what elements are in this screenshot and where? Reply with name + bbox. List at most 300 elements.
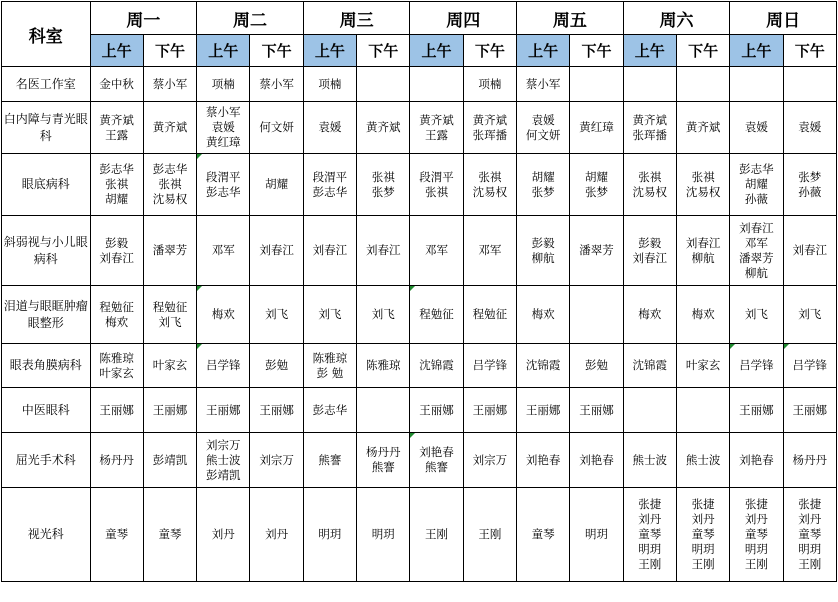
schedule-cell (303, 433, 356, 488)
doctor-name: 张祺 (371, 169, 395, 184)
doctor-name: 潘翠芳 (152, 243, 188, 257)
doctor-name: 刘艳春 (525, 452, 561, 467)
half-day-header-row (2, 35, 837, 67)
doctor-name: 刘飞 (744, 307, 768, 321)
doctor-name: 刘丹 (211, 527, 235, 541)
day-header-mon: 周一 (90, 2, 197, 35)
doctor-name: 刘艳春 (579, 452, 614, 467)
schedule-cell (357, 286, 410, 344)
day-header-thu: 周四 (410, 2, 517, 35)
doctor-name: 袁媛 (744, 120, 768, 134)
doctor-name: 刘飞 (371, 307, 395, 321)
doctor-name: 熊謇 (371, 460, 395, 474)
doctor-name: 胡耀 (265, 177, 289, 191)
doctor-name: 陈雅琼 (99, 350, 134, 365)
doctor-name: 段渭平 (419, 169, 454, 184)
schedule-row (2, 102, 837, 154)
schedule-row (2, 488, 837, 582)
doctor-name: 胡耀 (531, 169, 555, 184)
schedule-cell (303, 388, 356, 433)
schedule-cell (730, 344, 783, 388)
doctor-name: 张珲播 (632, 127, 668, 142)
schedule-cell (463, 154, 516, 216)
doctor-name: 张珲播 (472, 127, 508, 142)
schedule-cell (463, 216, 516, 286)
schedule-cell (357, 102, 410, 154)
cell-corner-marker (730, 344, 735, 349)
schedule-cell (730, 102, 783, 154)
doctor-name: 彭志华 (152, 162, 188, 176)
doctor-name: 明玥 (691, 542, 715, 556)
doctor-name: 柳航 (744, 265, 768, 280)
schedule-cell (730, 216, 783, 286)
schedule-cell (676, 216, 729, 286)
doctor-name: 张祺 (105, 177, 129, 191)
doctor-name: 彭志华 (312, 184, 348, 199)
doctor-name: 王刚 (425, 527, 449, 541)
schedule-cell (463, 102, 516, 154)
day-header-row (2, 2, 837, 35)
doctor-name: 蔡小军 (525, 76, 561, 91)
schedule-cell (570, 488, 623, 582)
doctor-name: 王丽娜 (579, 402, 614, 417)
department-name: 中医眼科 (2, 388, 91, 433)
doctor-name: 程勉征 (472, 307, 508, 321)
schedule-cell (250, 488, 303, 582)
schedule-cell (730, 286, 783, 344)
cell-corner-marker (410, 433, 415, 438)
doctor-name: 王丽娜 (206, 402, 241, 417)
doctor-name: 张梦 (584, 184, 608, 199)
schedule-cell (623, 344, 676, 388)
schedule-cell (410, 388, 463, 433)
schedule-cell (90, 67, 143, 102)
schedule-cell (517, 102, 570, 154)
doctor-name: 蔡小军 (206, 105, 241, 119)
schedule-cell (90, 433, 143, 488)
schedule-cell (783, 102, 836, 154)
doctor-name: 王丽娜 (152, 402, 188, 417)
doctor-name: 彭志华 (739, 162, 774, 176)
doctor-name: 熊士波 (685, 452, 721, 467)
am-header: 上午 (517, 35, 570, 67)
schedule-cell (676, 344, 729, 388)
doctor-name: 杨丹丹 (365, 445, 401, 459)
schedule-cell (783, 388, 836, 433)
doctor-name: 刘宗万 (472, 452, 508, 467)
schedule-cell (570, 216, 623, 286)
schedule-cell (730, 388, 783, 433)
doctor-name: 黄齐斌 (152, 120, 188, 134)
doctor-name: 项楠 (318, 76, 342, 91)
doctor-name: 沈锦霞 (525, 358, 561, 372)
doctor-name: 吕学锋 (472, 358, 508, 372)
doctor-name: 张祺 (425, 184, 449, 199)
schedule-cell (250, 154, 303, 216)
doctor-name: 明玥 (584, 527, 608, 541)
schedule-cell (197, 67, 250, 102)
schedule-row (2, 154, 837, 216)
doctor-name: 明玥 (318, 527, 342, 541)
doctor-name: 黄齐斌 (99, 112, 134, 127)
schedule-cell (623, 102, 676, 154)
doctor-name: 王露 (425, 127, 449, 142)
schedule-cell (463, 67, 516, 102)
doctor-name: 叶家玄 (685, 358, 721, 372)
doctor-name: 刘春江 (792, 243, 828, 257)
doctor-name: 黄齐斌 (685, 120, 721, 134)
schedule-cell (250, 433, 303, 488)
doctor-name: 刘春江 (99, 250, 134, 265)
schedule-row (2, 433, 837, 488)
doctor-name: 童琴 (744, 527, 768, 541)
schedule-cell (730, 433, 783, 488)
doctor-name: 陈雅琼 (365, 358, 401, 372)
schedule-cell (357, 344, 410, 388)
schedule-cell (783, 344, 836, 388)
day-header-sat: 周六 (623, 2, 730, 35)
doctor-name: 彭志华 (312, 402, 348, 417)
doctor-name: 彭志华 (99, 162, 134, 176)
doctor-name: 段渭平 (312, 169, 348, 184)
doctor-name: 张祺 (638, 169, 662, 184)
doctor-name: 童琴 (531, 527, 555, 541)
schedule-cell (410, 433, 463, 488)
doctor-name: 沈锦霞 (419, 358, 454, 372)
schedule-cell (197, 102, 250, 154)
doctor-name: 刘艳春 (419, 445, 454, 459)
schedule-cell (623, 433, 676, 488)
schedule-cell (303, 286, 356, 344)
am-header: 上午 (410, 35, 463, 67)
schedule-cell (90, 216, 143, 286)
doctor-name: 黄红璋 (206, 135, 241, 149)
schedule-cell (783, 216, 836, 286)
doctor-name: 刘春江 (259, 243, 294, 257)
doctor-name: 刘丹 (798, 512, 822, 526)
doctor-name: 沈易权 (632, 184, 668, 199)
doctor-name: 梅欢 (638, 307, 662, 321)
doctor-name: 王丽娜 (259, 402, 294, 417)
pm-header: 下午 (783, 35, 836, 67)
doctor-name: 刘宗万 (259, 452, 294, 467)
schedule-cell (730, 488, 783, 582)
doctor-name: 王丽娜 (472, 402, 508, 417)
schedule-cell (730, 67, 783, 102)
schedule-cell (783, 67, 836, 102)
doctor-name: 明玥 (798, 542, 822, 556)
doctor-name: 王刚 (691, 557, 715, 571)
schedule-cell (197, 216, 250, 286)
doctor-name: 王刚 (744, 557, 768, 571)
doctor-name: 袁媛 (318, 120, 342, 134)
doctor-name: 童琴 (638, 527, 662, 541)
doctor-name: 刘飞 (158, 314, 182, 329)
doctor-name: 张捷 (744, 497, 768, 511)
doctor-name: 刘丹 (638, 512, 662, 526)
schedule-cell (143, 216, 196, 286)
doctor-name: 王刚 (478, 527, 502, 541)
schedule-cell (570, 388, 623, 433)
doctor-name: 童琴 (158, 527, 182, 541)
schedule-cell (623, 388, 676, 433)
doctor-name: 刘艳春 (739, 452, 774, 467)
schedule-cell (357, 488, 410, 582)
day-header-fri: 周五 (517, 2, 624, 35)
pm-header: 下午 (463, 35, 516, 67)
schedule-cell (250, 388, 303, 433)
doctor-name: 彭 勉 (316, 365, 344, 380)
department-name: 名医工作室 (2, 67, 91, 102)
doctor-name: 张梦 (531, 184, 555, 199)
doctor-name: 王丽娜 (99, 402, 134, 417)
doctor-name: 沈易权 (152, 192, 188, 206)
doctor-name: 刘飞 (798, 307, 822, 321)
doctor-name: 蔡小军 (259, 76, 294, 91)
schedule-cell (143, 154, 196, 216)
schedule-cell (410, 216, 463, 286)
schedule-cell (570, 67, 623, 102)
doctor-name: 张捷 (798, 497, 822, 511)
doctor-name: 明玥 (638, 542, 662, 556)
doctor-name: 彭勉 (584, 358, 608, 372)
schedule-cell (197, 154, 250, 216)
doctor-name: 程勉征 (152, 299, 188, 314)
department-name: 斜弱视与小儿眼病科 (2, 216, 91, 286)
doctor-name: 熊士波 (206, 452, 241, 467)
schedule-cell (250, 216, 303, 286)
schedule-cell (517, 433, 570, 488)
schedule-cell (410, 344, 463, 388)
schedule-cell (357, 216, 410, 286)
schedule-cell (783, 488, 836, 582)
doctor-name: 刘丹 (691, 512, 715, 526)
doctor-name: 沈锦霞 (632, 358, 668, 372)
doctor-name: 刘飞 (318, 307, 342, 321)
doctor-name: 金中秋 (99, 76, 134, 91)
department-name: 眼底病科 (2, 154, 91, 216)
doctor-name: 张梦 (371, 184, 395, 199)
am-header: 上午 (303, 35, 356, 67)
schedule-cell (676, 67, 729, 102)
schedule-cell (570, 102, 623, 154)
schedule-cell (143, 286, 196, 344)
doctor-name: 童琴 (798, 527, 822, 541)
doctor-name: 胡耀 (744, 177, 768, 191)
department-name: 泪道与眼眶肿瘤眼整形 (2, 286, 91, 344)
doctor-name: 刘丹 (744, 512, 768, 526)
doctor-name: 程勉征 (419, 307, 454, 321)
doctor-name: 熊謇 (425, 460, 449, 474)
doctor-name: 程勉征 (99, 299, 134, 314)
schedule-cell (143, 388, 196, 433)
cell-corner-marker (410, 286, 415, 291)
doctor-name: 孙薇 (744, 192, 768, 206)
doctor-name: 胡耀 (584, 169, 608, 184)
day-header-sun: 周日 (730, 2, 837, 35)
doctor-name: 童琴 (105, 527, 129, 541)
am-header: 上午 (90, 35, 143, 67)
doctor-name: 项楠 (478, 76, 502, 91)
doctor-name: 何文妍 (525, 127, 561, 142)
doctor-name: 刘宗万 (206, 437, 241, 452)
doctor-name: 孙薇 (798, 184, 822, 199)
doctor-name: 项楠 (211, 76, 235, 91)
doctor-name: 蔡小军 (152, 76, 188, 91)
schedule-cell (570, 433, 623, 488)
doctor-name: 明玥 (371, 527, 395, 541)
schedule-row (2, 216, 837, 286)
doctor-name: 刘春江 (632, 250, 668, 265)
cell-corner-marker (197, 344, 202, 349)
schedule-cell (463, 344, 516, 388)
doctor-name: 柳航 (531, 250, 555, 265)
schedule-row (2, 286, 837, 344)
schedule-cell (197, 388, 250, 433)
schedule-cell (570, 154, 623, 216)
schedule-cell (250, 286, 303, 344)
doctor-name: 彭毅 (638, 235, 662, 250)
schedule-cell (676, 154, 729, 216)
doctor-name: 彭毅 (531, 235, 555, 250)
doctor-name: 张捷 (691, 497, 715, 511)
schedule-cell (197, 433, 250, 488)
schedule-cell (357, 154, 410, 216)
doctor-name: 柳航 (691, 250, 715, 265)
doctor-name: 刘飞 (265, 307, 289, 321)
schedule-cell (143, 102, 196, 154)
day-header-tue: 周二 (197, 2, 304, 35)
doctor-name: 沈易权 (472, 184, 508, 199)
pm-header: 下午 (250, 35, 303, 67)
schedule-cell (90, 488, 143, 582)
doctor-name: 黄齐斌 (365, 120, 401, 134)
doctor-name: 杨丹丹 (99, 452, 134, 467)
doctor-name: 彭勉 (265, 358, 289, 372)
doctor-name: 黄齐斌 (472, 112, 508, 127)
schedule-cell (676, 433, 729, 488)
doctor-name: 叶家玄 (152, 358, 188, 372)
doctor-name: 彭志华 (206, 184, 241, 199)
doctor-name: 邓军 (211, 243, 235, 257)
schedule-cell (623, 216, 676, 286)
doctor-name: 明玥 (744, 542, 768, 556)
day-header-wed: 周三 (303, 2, 410, 35)
doctor-name: 邓军 (744, 235, 768, 250)
doctor-name: 潘翠芳 (739, 250, 774, 265)
doctor-name: 潘翠芳 (579, 243, 614, 257)
schedule-row (2, 344, 837, 388)
doctor-name: 张梦 (798, 169, 822, 184)
schedule-cell (517, 67, 570, 102)
schedule-cell (570, 286, 623, 344)
doctor-name: 沈易权 (685, 184, 721, 199)
schedule-cell (623, 154, 676, 216)
doctor-name: 彭毅 (105, 235, 129, 250)
doctor-name: 刘春江 (739, 220, 774, 235)
doctor-name: 吕学锋 (206, 358, 241, 372)
schedule-cell (90, 388, 143, 433)
doctor-name: 张祺 (158, 177, 182, 191)
department-name: 眼表角膜病科 (2, 344, 91, 388)
schedule-cell (303, 102, 356, 154)
schedule-cell (303, 67, 356, 102)
schedule-cell (410, 67, 463, 102)
clinic-schedule-table (1, 1, 837, 582)
schedule-cell (517, 216, 570, 286)
doctor-name: 王刚 (638, 557, 662, 571)
schedule-cell (197, 488, 250, 582)
schedule-row (2, 388, 837, 433)
schedule-cell (410, 102, 463, 154)
schedule-cell (90, 102, 143, 154)
doctor-name: 刘春江 (365, 243, 401, 257)
doctor-name: 何文妍 (259, 120, 294, 134)
schedule-cell (143, 488, 196, 582)
schedule-cell (410, 488, 463, 582)
cell-corner-marker (784, 344, 789, 349)
schedule-cell (90, 286, 143, 344)
doctor-name: 袁媛 (798, 120, 822, 134)
doctor-name: 邓军 (425, 243, 449, 257)
schedule-cell (463, 488, 516, 582)
doctor-name: 邓军 (478, 243, 502, 257)
schedule-cell (623, 67, 676, 102)
schedule-cell (410, 286, 463, 344)
doctor-name: 吕学锋 (739, 358, 774, 372)
am-header: 上午 (197, 35, 250, 67)
doctor-name: 刘春江 (685, 235, 721, 250)
doctor-name: 胡耀 (105, 192, 129, 206)
department-name: 白内障与青光眼科 (2, 102, 91, 154)
schedule-row (2, 67, 837, 102)
schedule-cell (143, 67, 196, 102)
cell-corner-marker (197, 154, 202, 159)
schedule-cell (357, 388, 410, 433)
schedule-cell (783, 154, 836, 216)
schedule-cell (783, 286, 836, 344)
doctor-name: 熊士波 (632, 452, 668, 467)
schedule-cell (250, 67, 303, 102)
doctor-name: 张祺 (478, 169, 502, 184)
schedule-cell (250, 344, 303, 388)
schedule-cell (783, 433, 836, 488)
schedule-cell (90, 344, 143, 388)
doctor-name: 梅欢 (691, 307, 715, 321)
cell-corner-marker (197, 286, 202, 291)
schedule-cell (463, 286, 516, 344)
schedule-cell (197, 344, 250, 388)
doctor-name: 袁媛 (211, 120, 235, 134)
schedule-cell (143, 433, 196, 488)
pm-header: 下午 (570, 35, 623, 67)
doctor-name: 黄齐斌 (632, 112, 668, 127)
doctor-name: 袁媛 (531, 112, 555, 127)
department-name: 屈光手术科 (2, 433, 91, 488)
doctor-name: 王丽娜 (419, 402, 454, 417)
dept-column-header: 科室 (2, 2, 91, 67)
schedule-cell (623, 488, 676, 582)
doctor-name: 吕学锋 (792, 358, 828, 372)
doctor-name: 王丽娜 (525, 402, 561, 417)
schedule-cell (730, 154, 783, 216)
pm-header: 下午 (676, 35, 729, 67)
schedule-cell (90, 154, 143, 216)
schedule-cell (303, 154, 356, 216)
schedule-cell (517, 344, 570, 388)
doctor-name: 王刚 (798, 557, 822, 571)
schedule-cell (570, 344, 623, 388)
